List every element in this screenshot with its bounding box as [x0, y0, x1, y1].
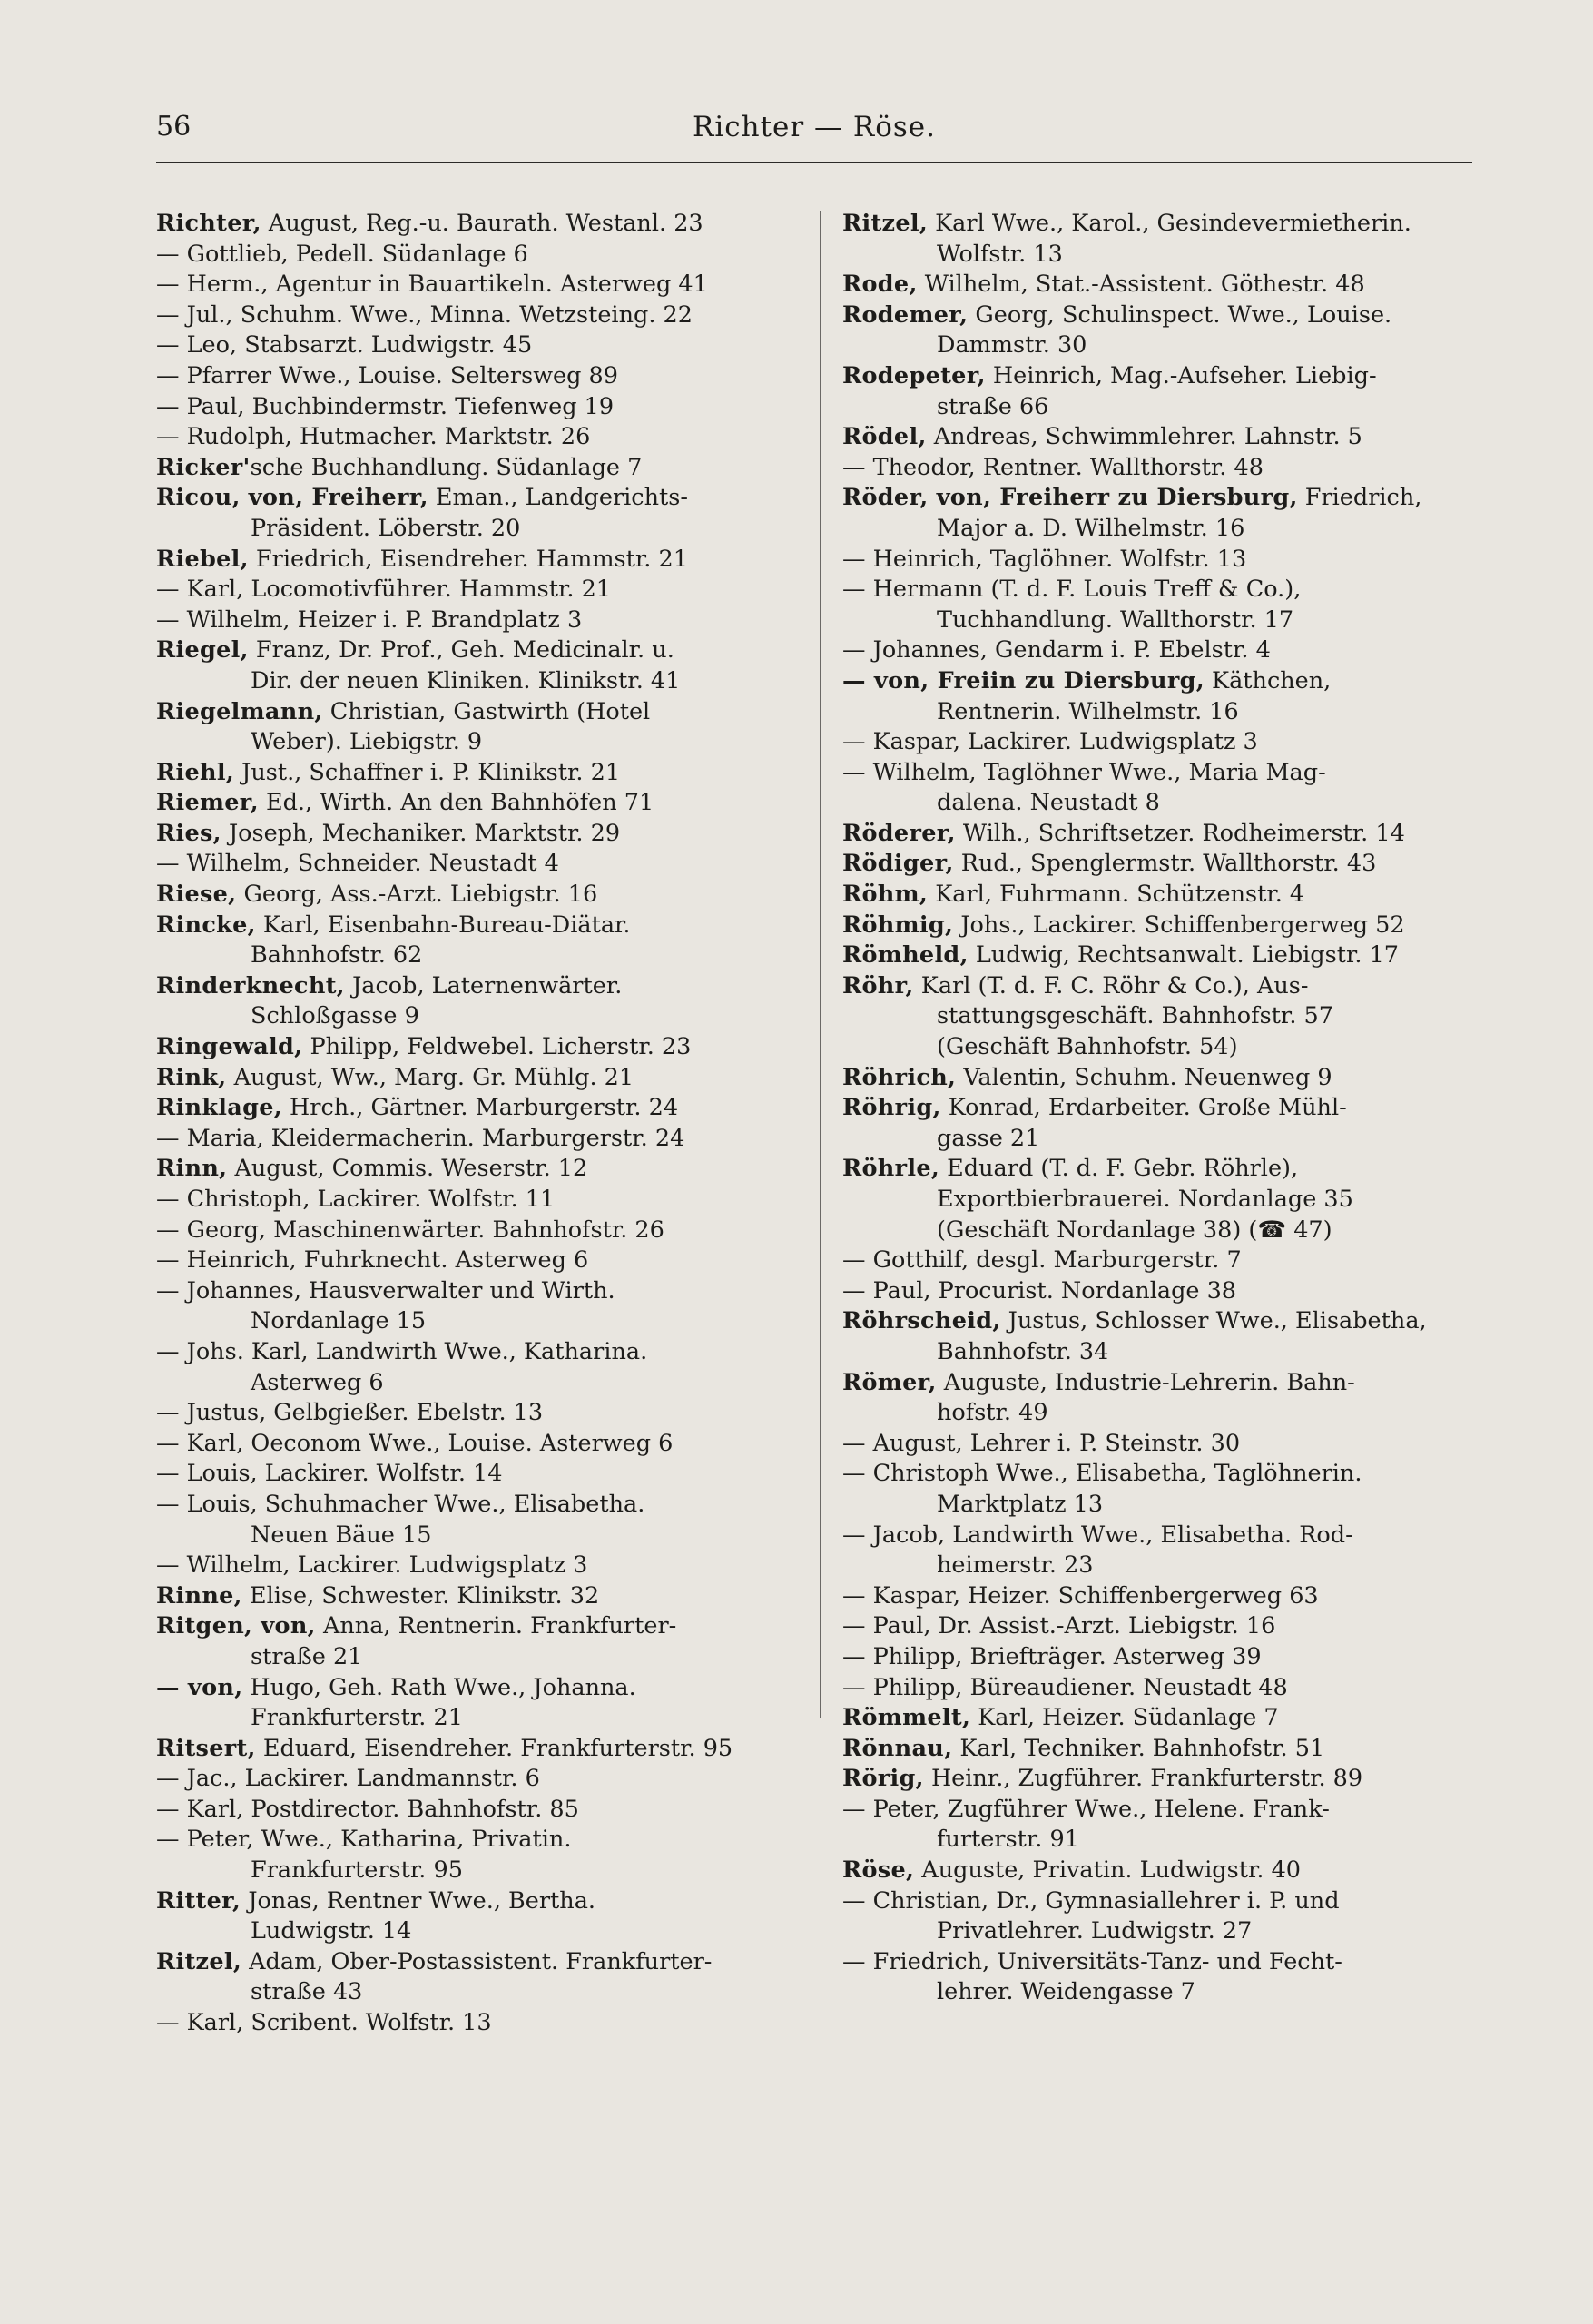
- entry-text: Andreas, Schwimmlehrer. Lahnstr. 5: [926, 423, 1362, 451]
- directory-entry-line: [156, 1185, 802, 1216]
- entry-text: — Wilhelm, Lackirer. Ludwigsplatz 3: [156, 1551, 588, 1580]
- entry-text: — Karl, Postdirector. Bahnhofstr. 85: [156, 1795, 579, 1823]
- entry-text: — Christian, Dr., Gymnasiallehrer i. P. und: [842, 1886, 1340, 1915]
- entry-text: Frankfurterstr. 95: [251, 1856, 463, 1885]
- entry-text: Wilhelm, Stat.-Assistent. Göthestr. 48: [917, 271, 1365, 299]
- entry-text: — Heinrich, Fuhrknecht. Asterweg 6: [156, 1246, 589, 1275]
- directory-entry-line: [156, 545, 802, 576]
- entry-surname: Ritzel,: [156, 1947, 242, 1975]
- directory-entry-line: [156, 1246, 802, 1276]
- entry-text: Nordanlage 15: [251, 1307, 427, 1335]
- directory-entry-line: [842, 940, 1489, 971]
- directory-entry-line: [156, 1673, 802, 1704]
- directory-entry-line: [156, 1551, 802, 1581]
- entry-surname: Rodemer,: [842, 300, 969, 329]
- entry-text: — Paul, Dr. Assist.-Arzt. Liebigstr. 16: [842, 1612, 1276, 1640]
- entry-continuation-line: [842, 1825, 1489, 1856]
- entry-text: — Louis, Schuhmacher Wwe., Elisabetha.: [156, 1490, 645, 1518]
- directory-entry-line: [842, 453, 1489, 484]
- entry-surname: Rönnau,: [842, 1734, 953, 1762]
- entry-text: — Wilhelm, Schneider. Neustadt 4: [156, 850, 559, 878]
- entry-text: — Jac., Lackirer. Landmannstr. 6: [156, 1765, 540, 1793]
- entry-text: Käthchen,: [1204, 666, 1332, 694]
- entry-text: Heinrich, Mag.-Aufseher. Liebig-: [985, 361, 1377, 389]
- entry-text: — Philipp, Briefträger. Asterweg 39: [842, 1642, 1262, 1670]
- entry-text: Jonas, Rentner Wwe., Bertha.: [241, 1886, 596, 1915]
- entry-continuation-line: [156, 1001, 802, 1032]
- directory-entry-line: [156, 330, 802, 361]
- entry-surname: Riemer,: [156, 789, 259, 817]
- entry-text: — Louis, Lackirer. Wolfstr. 14: [156, 1460, 503, 1488]
- entry-text: — Gotthilf, desgl. Marburgerstr. 7: [842, 1246, 1242, 1275]
- entry-text: straße 43: [251, 1978, 363, 2006]
- directory-entry-line: [842, 1856, 1489, 1886]
- entry-text: — Wilhelm, Heizer i. P. Brandplatz 3: [156, 606, 583, 634]
- entry-surname: Röhr,: [842, 971, 914, 1000]
- entry-surname: Riegelmann,: [156, 697, 323, 725]
- entry-surname: Rinderknecht,: [156, 971, 345, 1000]
- directory-entry-line: [842, 758, 1489, 789]
- entry-text: Heinr., Zugführer. Frankfurterstr. 89: [923, 1765, 1363, 1793]
- entry-continuation-line: [842, 1032, 1489, 1063]
- entry-continuation-line: [842, 330, 1489, 361]
- directory-entry-line: [842, 911, 1489, 941]
- directory-entry-line: [842, 361, 1489, 392]
- entry-text: Eman., Landgerichts-: [428, 484, 688, 512]
- entry-text: — Christoph Wwe., Elisabetha, Taglöhnerin.: [842, 1460, 1362, 1488]
- entry-text: Weber). Liebigstr. 9: [251, 728, 483, 756]
- directory-entry-line: [156, 575, 802, 606]
- right-column: [842, 209, 1489, 2008]
- entry-text: Dammstr. 30: [937, 331, 1087, 359]
- entry-text: Ed., Wirth. An den Bahnhöfen 71: [258, 789, 654, 817]
- entry-surname: Röhmig,: [842, 911, 954, 939]
- entry-surname: Ringewald,: [156, 1033, 303, 1061]
- entry-text: — Christoph, Lackirer. Wolfstr. 11: [156, 1186, 556, 1213]
- running-head: Richter — Röse.: [692, 111, 937, 143]
- directory-entry-line: [842, 575, 1489, 606]
- entry-text: — Peter, Zugführer Wwe., Helene. Frank-: [842, 1795, 1330, 1823]
- entry-continuation-line: [156, 940, 802, 971]
- entry-text: Georg, Schulinspect. Wwe., Louise.: [968, 300, 1392, 329]
- entry-text: Karl, Eisenbahn-Bureau-Diätar.: [255, 911, 631, 939]
- directory-entry-line: [842, 270, 1489, 300]
- directory-entry-line: [156, 971, 802, 1002]
- entry-continuation-line: [156, 1521, 802, 1551]
- directory-entry-line: [842, 1306, 1489, 1337]
- entry-text: Wolfstr. 13: [937, 240, 1063, 268]
- entry-text: Major a. D. Wilhelmstr. 16: [937, 514, 1245, 542]
- directory-entry-line: [156, 1216, 802, 1246]
- directory-entry-line: [156, 1124, 802, 1155]
- entry-text: Friedrich, Eisendreher. Hammstr. 21: [248, 545, 688, 573]
- entry-text: Christian, Gastwirth (Hotel: [322, 697, 651, 725]
- entry-text: Präsident. Löberstr. 20: [251, 514, 521, 542]
- entry-surname: Ricker': [156, 453, 251, 481]
- header-rule: [156, 162, 1472, 163]
- entry-continuation-line: [842, 606, 1489, 636]
- entry-text: Jacob, Laternenwärter.: [344, 971, 623, 1000]
- directory-entry-line: [156, 697, 802, 728]
- entry-surname: Ricou, von, Freiherr,: [156, 484, 428, 512]
- entry-continuation-line: [842, 1124, 1489, 1155]
- entry-text: Privatlehrer. Ludwigstr. 27: [937, 1917, 1253, 1945]
- entry-text: — Leo, Stabsarzt. Ludwigstr. 45: [156, 331, 533, 359]
- entry-text: — Kaspar, Lackirer. Ludwigsplatz 3: [842, 728, 1258, 756]
- entry-text: dalena. Neustadt 8: [937, 789, 1160, 817]
- entry-surname: Ritgen, von,: [156, 1612, 316, 1640]
- directory-entry-line: [842, 1947, 1489, 1978]
- entry-surname: Ries,: [156, 819, 221, 847]
- entry-text: Dir. der neuen Kliniken. Klinikstr. 41: [251, 666, 681, 694]
- entry-surname: Römmelt,: [842, 1704, 971, 1732]
- entry-text: August, Commis. Weserstr. 12: [227, 1155, 588, 1183]
- entry-text: Eduard, Eisendreher. Frankfurterstr. 95: [255, 1734, 733, 1762]
- entry-text: stattungsgeschäft. Bahnhofstr. 57: [937, 1002, 1333, 1030]
- entry-continuation-line: [156, 1306, 802, 1337]
- entry-surname: Röderer,: [842, 819, 956, 847]
- entry-continuation-line: [842, 1916, 1489, 1947]
- directory-entry-line: [842, 1521, 1489, 1551]
- entry-text: Franz, Dr. Prof., Geh. Medicinalr. u.: [248, 636, 674, 665]
- directory-entry-line: [842, 1429, 1489, 1460]
- directory-entry-line: [156, 1093, 802, 1124]
- entry-text: Valentin, Schuhm. Neuenweg 9: [956, 1063, 1332, 1091]
- directory-entry-line: [842, 1154, 1489, 1185]
- directory-entry-line: [156, 209, 802, 240]
- directory-entry-line: [156, 1063, 802, 1094]
- entry-continuation-line: [842, 1337, 1489, 1368]
- entry-text: Eduard (T. d. F. Gebr. Röhrle),: [939, 1155, 1299, 1183]
- entry-surname: Rödiger,: [842, 850, 954, 878]
- directory-entry-line: [156, 1825, 802, 1856]
- directory-entry-line: [842, 1063, 1489, 1094]
- entry-continuation-line: [156, 514, 802, 545]
- directory-entry-line: [842, 483, 1489, 514]
- entry-surname: Röse,: [842, 1856, 915, 1885]
- entry-surname: Römheld,: [842, 941, 969, 970]
- entry-continuation-line: [156, 1856, 802, 1886]
- entry-continuation-line: [156, 666, 802, 697]
- directory-entry-line: [842, 1246, 1489, 1276]
- directory-entry-line: [842, 666, 1489, 697]
- entry-text: Karl, Fuhrmann. Schützenstr. 4: [928, 881, 1305, 909]
- directory-entry-line: [156, 1337, 802, 1368]
- directory-entry-line: [156, 2008, 802, 2039]
- entry-continuation-line: [156, 1703, 802, 1734]
- entry-surname: Römer,: [842, 1368, 937, 1396]
- entry-surname: Rinklage,: [156, 1094, 282, 1122]
- entry-surname: Riegel,: [156, 636, 249, 665]
- directory-entry-line: [156, 880, 802, 911]
- entry-text: — Philipp, Büreaudiener. Neustadt 48: [842, 1673, 1288, 1701]
- entry-text: — Peter, Wwe., Katharina, Privatin.: [156, 1826, 572, 1854]
- left-column: [156, 209, 802, 2039]
- directory-entry-line: [156, 361, 802, 392]
- entry-continuation-line: [842, 1001, 1489, 1032]
- entry-surname: — von, Freiin zu Diersburg,: [842, 666, 1205, 694]
- entry-text: — Johs. Karl, Landwirth Wwe., Katharina.: [156, 1337, 648, 1365]
- entry-text: — Maria, Kleidermacherin. Marburgerstr. 24: [156, 1124, 685, 1152]
- directory-entry-line: [842, 1093, 1489, 1124]
- entry-continuation-line: [842, 1398, 1489, 1429]
- directory-entry-line: [842, 635, 1489, 666]
- entry-text: Rud., Spenglermstr. Wallthorstr. 43: [953, 850, 1377, 878]
- entry-text: — Johannes, Gendarm i. P. Ebelstr. 4: [842, 636, 1271, 665]
- entry-text: sche Buchhandlung. Südanlage 7: [250, 453, 643, 481]
- entry-surname: Röhrle,: [842, 1155, 940, 1183]
- directory-entry-line: [842, 300, 1489, 331]
- entry-text: Wilh., Schriftsetzer. Rodheimerstr. 14: [955, 819, 1405, 847]
- entry-text: (Geschäft Bahnhofstr. 54): [937, 1033, 1238, 1061]
- entry-continuation-line: [842, 240, 1489, 271]
- entry-surname: Rinn,: [156, 1155, 228, 1183]
- entry-text: Marktplatz 13: [937, 1490, 1104, 1518]
- entry-surname: Rink,: [156, 1063, 227, 1091]
- entry-text: — Paul, Buchbindermstr. Tiefenweg 19: [156, 392, 615, 420]
- directory-entry-line: [156, 1734, 802, 1765]
- entry-text: straße 66: [937, 392, 1049, 420]
- entry-text: — Kaspar, Heizer. Schiffenbergerweg 63: [842, 1581, 1319, 1610]
- entry-text: Rentnerin. Wilhelmstr. 16: [937, 697, 1239, 725]
- entry-text: — Karl, Scribent. Wolfstr. 13: [156, 2009, 492, 2037]
- directory-entry-line: [156, 849, 802, 880]
- entry-surname: Röhm,: [842, 881, 929, 909]
- directory-entry-line: [156, 1429, 802, 1460]
- entry-text: — Hermann (T. d. F. Louis Treff & Co.),: [842, 576, 1302, 604]
- directory-entry-line: [156, 1398, 802, 1429]
- directory-entry-line: [156, 1276, 802, 1307]
- entry-text: Hrch., Gärtner. Marburgerstr. 24: [281, 1094, 679, 1122]
- entry-text: — Jacob, Landwirth Wwe., Elisabetha. Rod-: [842, 1521, 1353, 1549]
- directory-entry-line: [156, 1947, 802, 1978]
- entry-text: Friedrich,: [1297, 484, 1422, 512]
- directory-entry-line: [156, 758, 802, 789]
- entry-text: — August, Lehrer i. P. Steinstr. 30: [842, 1429, 1241, 1457]
- directory-entry-line: [156, 606, 802, 636]
- directory-entry-line: [842, 1764, 1489, 1795]
- directory-entry-line: [842, 1276, 1489, 1307]
- directory-entry-line: [842, 1734, 1489, 1765]
- entry-text: Auguste, Privatin. Ludwigstr. 40: [914, 1856, 1302, 1885]
- directory-entry-line: [842, 971, 1489, 1002]
- entry-text: Ludwigstr. 14: [251, 1917, 412, 1945]
- entry-continuation-line: [842, 1551, 1489, 1581]
- directory-entry-line: [156, 1581, 802, 1612]
- directory-entry-line: [156, 1490, 802, 1521]
- entry-surname: Rodepeter,: [842, 361, 986, 389]
- entry-text: Hugo, Geh. Rath Wwe., Johanna.: [242, 1673, 636, 1701]
- directory-entry-line: [842, 1642, 1489, 1673]
- column-divider: [820, 211, 821, 1718]
- entry-surname: Röhrig,: [842, 1094, 941, 1122]
- directory-entry-line: [156, 788, 802, 819]
- entry-surname: Röder, von, Freiherr zu Diersburg,: [842, 484, 1298, 512]
- entry-text: — Wilhelm, Taglöhner Wwe., Maria Mag-: [842, 758, 1326, 786]
- directory-entry-line: [156, 1795, 802, 1826]
- entry-text: Adam, Ober-Postassistent. Frankfurter-: [241, 1947, 713, 1975]
- entry-continuation-line: [842, 1185, 1489, 1216]
- entry-text: Philipp, Feldwebel. Licherstr. 23: [302, 1033, 692, 1061]
- page-number: 56: [156, 111, 192, 143]
- entry-text: — Gottlieb, Pedell. Südanlage 6: [156, 240, 528, 268]
- entry-surname: Riehl,: [156, 758, 235, 786]
- directory-entry-line: [156, 1459, 802, 1490]
- directory-entry-line: [842, 422, 1489, 453]
- entry-text: — Jul., Schuhm. Wwe., Minna. Wetzsteing. 22: [156, 300, 693, 329]
- entry-text: heimerstr. 23: [937, 1551, 1094, 1580]
- entry-continuation-line: [842, 1216, 1489, 1246]
- entry-text: Exportbierbrauerei. Nordanlage 35: [937, 1186, 1353, 1213]
- directory-entry-line: [842, 209, 1489, 240]
- entry-surname: Ritzel,: [842, 210, 929, 237]
- page-header: [156, 107, 1472, 162]
- entry-text: — Johannes, Hausverwalter und Wirth.: [156, 1276, 615, 1305]
- entry-text: Karl (T. d. F. C. Röhr & Co.), Aus-: [913, 971, 1309, 1000]
- entry-surname: Rode,: [842, 271, 918, 299]
- directory-entry-line: [842, 1368, 1489, 1399]
- directory-entry-line: [156, 483, 802, 514]
- entry-continuation-line: [156, 1368, 802, 1399]
- directory-entry-line: [156, 240, 802, 271]
- entry-text: Just., Schaffner i. P. Klinikstr. 21: [234, 758, 621, 786]
- entry-continuation-line: [156, 1977, 802, 2008]
- directory-entry-line: [842, 1611, 1489, 1642]
- entry-text: (Geschäft Nordanlage 38) (☎ 47): [937, 1216, 1332, 1244]
- entry-surname: Ritter,: [156, 1886, 241, 1915]
- entry-text: Schloßgasse 9: [251, 1002, 419, 1030]
- entry-surname: — von,: [156, 1673, 243, 1701]
- entry-text: Frankfurterstr. 21: [251, 1704, 463, 1732]
- entry-text: — Georg, Maschinenwärter. Bahnhofstr. 26: [156, 1216, 664, 1244]
- entry-continuation-line: [842, 788, 1489, 819]
- directory-entry-line: [156, 270, 802, 300]
- entry-text: — Theodor, Rentner. Wallthorstr. 48: [842, 453, 1264, 481]
- directory-entry-line: [156, 911, 802, 941]
- directory-entry-line: [156, 1611, 802, 1642]
- entry-text: Ludwig, Rechtsanwalt. Liebigstr. 17: [968, 941, 1400, 970]
- entry-surname: Rödel,: [842, 423, 927, 451]
- entry-continuation-line: [156, 727, 802, 758]
- entry-text: — Friedrich, Universitäts-Tanz- und Fecht-: [842, 1947, 1342, 1975]
- entry-text: straße 21: [251, 1642, 363, 1670]
- entry-continuation-line: [842, 514, 1489, 545]
- entry-surname: Rinne,: [156, 1581, 242, 1610]
- entry-text: Auguste, Industrie-Lehrerin. Bahn-: [936, 1368, 1355, 1396]
- entry-surname: Riese,: [156, 881, 237, 909]
- entry-text: hofstr. 49: [937, 1399, 1048, 1427]
- directory-entry-line: [156, 300, 802, 331]
- entry-surname: Ritsert,: [156, 1734, 256, 1762]
- directory-entry-line: [842, 1581, 1489, 1612]
- entry-text: Georg, Ass.-Arzt. Liebigstr. 16: [236, 881, 598, 909]
- entry-text: August, Reg.-u. Baurath. Westanl. 23: [261, 210, 703, 237]
- entry-text: lehrer. Weidengasse 7: [937, 1978, 1195, 2006]
- directory-entry-line: [156, 1764, 802, 1795]
- entry-text: Johs., Lackirer. Schiffenbergerweg 52: [953, 911, 1405, 939]
- entry-surname: Rincke,: [156, 911, 256, 939]
- entry-text: Neuen Bäue 15: [251, 1521, 432, 1549]
- directory-entry-line: [156, 1886, 802, 1917]
- entry-continuation-line: [842, 1977, 1489, 2008]
- directory-entry-line: [842, 1886, 1489, 1917]
- entry-surname: Röhrich,: [842, 1063, 957, 1091]
- entry-continuation-line: [156, 1916, 802, 1947]
- directory-entry-line: [156, 1032, 802, 1063]
- directory-entry-line: [156, 635, 802, 666]
- entry-text: Bahnhofstr. 62: [251, 941, 423, 970]
- directory-entry-line: [842, 545, 1489, 576]
- entry-text: — Karl, Oeconom Wwe., Louise. Asterweg 6: [156, 1429, 674, 1457]
- directory-entry-line: [842, 1795, 1489, 1826]
- entry-text: — Heinrich, Taglöhner. Wolfstr. 13: [842, 545, 1247, 573]
- directory-entry-line: [842, 819, 1489, 850]
- entry-text: — Justus, Gelbgießer. Ebelstr. 13: [156, 1399, 544, 1427]
- entry-surname: Richter,: [156, 210, 261, 237]
- entry-text: — Pfarrer Wwe., Louise. Seltersweg 89: [156, 361, 618, 389]
- entry-surname: Riebel,: [156, 545, 249, 573]
- directory-entry-line: [842, 1673, 1489, 1704]
- entry-text: Anna, Rentnerin. Frankfurter-: [315, 1612, 677, 1640]
- entry-text: — Rudolph, Hutmacher. Marktstr. 26: [156, 423, 591, 451]
- entry-text: gasse 21: [937, 1124, 1040, 1152]
- directory-entry-line: [842, 1459, 1489, 1490]
- entry-text: Konrad, Erdarbeiter. Große Mühl-: [940, 1094, 1347, 1122]
- entry-continuation-line: [842, 1490, 1489, 1521]
- entry-text: — Karl, Locomotivführer. Hammstr. 21: [156, 576, 612, 604]
- directory-entry-line: [842, 849, 1489, 880]
- entry-text: Karl, Techniker. Bahnhofstr. 51: [952, 1734, 1325, 1762]
- directory-entry-line: [156, 422, 802, 453]
- directory-entry-line: [156, 453, 802, 484]
- entry-text: August, Ww., Marg. Gr. Mühlg. 21: [226, 1063, 634, 1091]
- directory-entry-line: [156, 392, 802, 423]
- directory-entry-line: [842, 880, 1489, 911]
- entry-text: Karl, Heizer. Südanlage 7: [970, 1704, 1279, 1732]
- directory-entry-line: [156, 1154, 802, 1185]
- entry-continuation-line: [842, 392, 1489, 423]
- entry-continuation-line: [842, 697, 1489, 728]
- entry-text: — Herm., Agentur in Bauartikeln. Asterweg 41: [156, 271, 708, 299]
- entry-text: Elise, Schwester. Klinikstr. 32: [241, 1581, 600, 1610]
- entry-text: Justus, Schlosser Wwe., Elisabetha,: [1000, 1307, 1427, 1335]
- entry-surname: Röhrscheid,: [842, 1307, 1001, 1335]
- entry-surname: Rörig,: [842, 1765, 924, 1793]
- entry-text: Asterweg 6: [251, 1368, 384, 1396]
- entry-text: — Paul, Procurist. Nordanlage 38: [842, 1276, 1237, 1305]
- entry-text: Bahnhofstr. 34: [937, 1337, 1109, 1365]
- entry-text: Joseph, Mechaniker. Marktstr. 29: [221, 819, 621, 847]
- entry-text: Karl Wwe., Karol., Gesindevermietherin.: [928, 210, 1411, 237]
- entry-continuation-line: [156, 1642, 802, 1673]
- entry-text: Tuchhandlung. Wallthorstr. 17: [937, 606, 1294, 634]
- directory-entry-line: [842, 727, 1489, 758]
- entry-text: furterstr. 91: [937, 1826, 1079, 1854]
- directory-entry-line: [156, 819, 802, 850]
- directory-entry-line: [842, 1703, 1489, 1734]
